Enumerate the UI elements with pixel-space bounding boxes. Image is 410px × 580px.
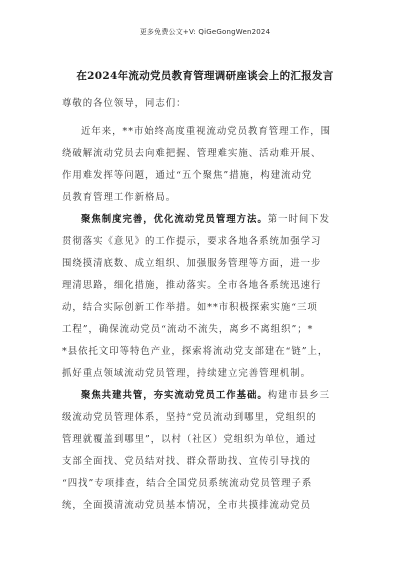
paragraph-line: 动，结合实际创新工作举措。如**市积极探索实施“三项 xyxy=(62,302,318,313)
paragraph-line: 作用难发挥等问题，通过“五个聚焦”措施，构建流动党 xyxy=(62,170,313,181)
paragraph-line: 抓好重点领域流动党员管理，持续建立完善管理机制。 xyxy=(62,368,312,379)
paragraph-line: 支部全面找、党员结对找、群众帮助找、宣传引导找的 xyxy=(62,456,312,467)
paragraph-first-line xyxy=(62,385,350,407)
paragraph-line: 近年来，**市始终高度重视流动党员教育管理工作，围 xyxy=(81,126,332,137)
paragraph-line: 统，全面摸清流动党员基本情况，全市共摸排流动党员 xyxy=(62,500,312,511)
salutation: 尊敬的各位领导，同志们： xyxy=(62,98,187,109)
document-title: 在2024年流动党员教育管理调研座谈会上的汇报发言 xyxy=(76,70,334,82)
paragraph-line: “四找”专项排查，结合全国党员系统流动党员管理子系 xyxy=(62,478,313,489)
paragraph-line: 工程”，确保流动党员“流动不流失，离乡不离组织”；* xyxy=(62,324,314,335)
section-heading: 聚焦制度完善，优化流动党员管理方法。 xyxy=(81,214,268,225)
paragraph-line: 管理就覆盖到哪里”，以村（社区）党组织为单位，通过 xyxy=(62,434,317,445)
paragraph-intro xyxy=(62,121,350,209)
paragraph-line: *县依托文印等特色产业，探索将流动党支部建在“链”上， xyxy=(62,346,329,357)
heading-continuation: 构建市县乡三 xyxy=(267,390,331,401)
paragraph-line: 理清思路，细化措施，推动落实。全市各地各系统迅速行 xyxy=(62,280,322,291)
heading-continuation: 第一时间下发 xyxy=(267,214,331,225)
paragraph-line: 级流动党员管理体系，坚持“党员流动到哪里，党组织的 xyxy=(62,412,317,423)
paragraph-line: 绕破解流动党员去向难把握、管理难实施、活动难开展、 xyxy=(62,148,322,159)
paragraph-line: 围绕摸清底数、成立组织、加强服务管理等方面，进一步 xyxy=(62,258,322,269)
section-heading: 聚焦共建共管，夯实流动党员工作基础。 xyxy=(81,390,268,401)
header-promo-note: 更多免费公文+V: QiGeGongWen2024 xyxy=(139,28,271,36)
paragraph-line: 贯彻落实《意见》的工作提示，要求各地各系统加强学习 xyxy=(62,236,322,247)
paragraph-line: 员教育管理工作新格局。 xyxy=(62,192,177,203)
paragraph-institution xyxy=(62,209,350,385)
paragraph-coconstruction xyxy=(62,385,350,517)
paragraph-first-line xyxy=(62,209,350,231)
